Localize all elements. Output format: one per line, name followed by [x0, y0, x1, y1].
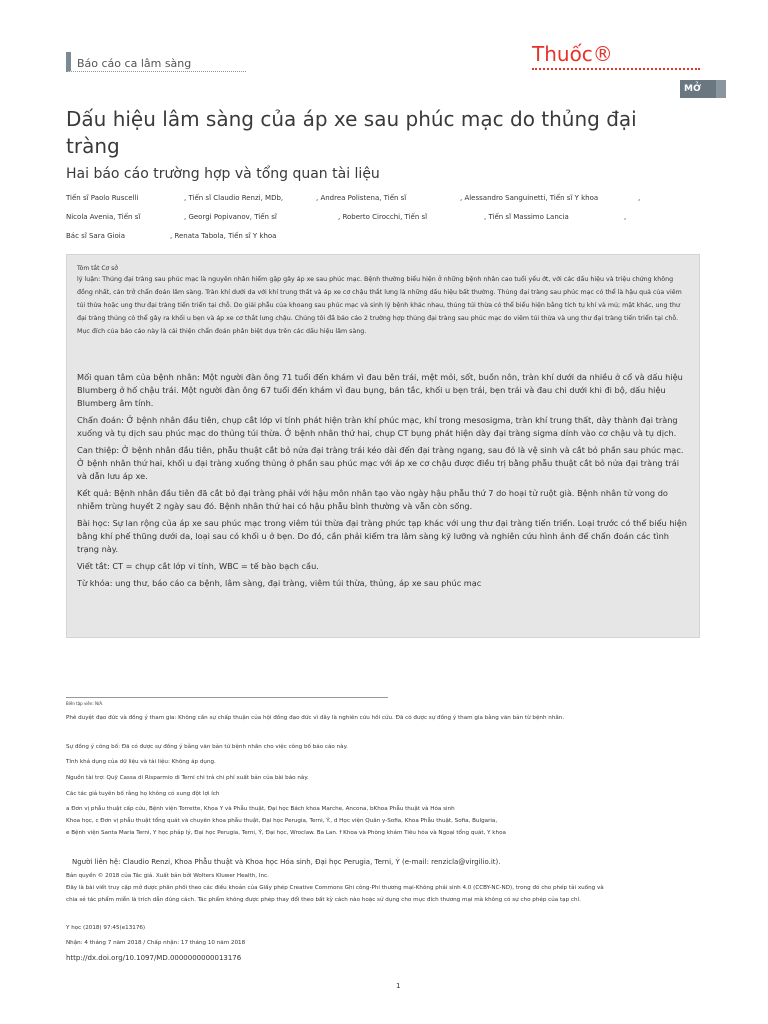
abstract-heading: Tóm tắt Cơ sở — [77, 265, 118, 272]
article-title: Dấu hiệu lâm sàng của áp xe sau phúc mạc do thủng đại tràng — [66, 107, 637, 158]
footnote-affiliation: Khoa học, c Đơn vị phẫu thuật tổng quát và chuyên khoa phẫu thuật, Đại học Perugia, Terni, Ý., d Học viện Quân y-Sofia, Khoa Phẫu thuật, Sofia, Bulgaria, — [66, 818, 498, 824]
author: Nicola Avenia, Tiến sĩ — [66, 213, 141, 221]
footnote-consent: Sự đồng ý công bố: Đã có được sự đồng ý bằng văn bản từ bệnh nhân cho việc công bố báo cáo này. — [66, 744, 348, 750]
abstract-paragraph: Can thiệp: Ở bệnh nhân đầu tiên, phẫu thuật cắt bỏ nửa đại tràng trái kéo dài đến đại tràng ngang, sau đó là vệ sinh và cắt bỏ phần sau phúc mạc. Ở bệnh nhân thứ hai, khối u đại tràng xuống thủng ở phần sau phúc mạc với áp xe cơ chậu được điều trị bằng phẫu thuật cắt bỏ nửa đại tràng trái và dẫn lưu áp xe. — [77, 445, 684, 481]
author: , Alessandro Sanguinetti, Tiến sĩ Y khoa — [460, 194, 599, 202]
doi-link[interactable]: http://dx.doi.org/10.1097/MD.0000000000013176 — [66, 954, 242, 962]
footnote-divider — [66, 697, 388, 698]
section-label: Báo cáo ca lâm sàng — [66, 52, 246, 72]
author: , Georgi Popivanov, Tiến sĩ — [184, 213, 277, 221]
logo-underline — [532, 68, 700, 70]
author-list — [66, 194, 706, 251]
footnote-data: Tính khả dụng của dữ liệu và tài liệu: Không áp dụng. — [66, 759, 216, 765]
corresponding-author: Người liên hệ: Claudio Renzi, Khoa Phẫu thuật và Khoa học Hóa sinh, Đại học Perugia, Terni, Ý (e-mail: renzicla@virgilio.it). — [72, 858, 501, 866]
footnote-dates: Nhận: 4 tháng 7 năm 2018 / Chấp nhận: 17 tháng 10 năm 2018 — [66, 940, 246, 946]
footnote-citation: Y học (2018) 97:45(e13176) — [66, 925, 146, 931]
footnote-affiliation: e Bệnh viện Santa Maria Terni, Y học pháp lý, Đại học Perugia, Terni, Ý, Đại học, Wroclaw. Ba Lan. f Khoa và Phòng khám Tiêu hóa và Ngoại tổng quát, Y khoa — [66, 830, 506, 836]
abstract-intro: lý luận: Thủng đại tràng sau phúc mạc là nguyên nhân hiếm gặp gây áp xe sau phúc mạc. Bệnh thường biểu hiện ở những bệnh nhân cao tuổi yếu ớt, với các dấu hiệu và triệu chứng không đồng nhất, cản trở chẩn đoán lâm sàng. Tràn khí dưới da với khí trung thất và áp xe cơ chậu thắt lưng là những dấu hiệu bất thường. Thủng đại tràng sau phúc mạc có thể là hậu quả của viêm túi thừa hoặc ung thư đại tràng tiến triển tại chỗ. Do giải phẫu của khoang sau phúc mạc và sinh lý bệnh khác nhau, thủng túi thừa có thể biểu hiện bằng tích tụ khí và mủ; mặt khác, ung thư đại tràng thủng có thể gây ra khối u bẹn và áp xe cơ thắt lưng chậu. Chúng tôi đã báo cáo 2 trường hợp thủng đại tràng sau phúc mạc do viêm túi thừa và ung thư đại tràng tiến triển tại chỗ. Mục đích của báo cáo này là cải thiện chẩn đoán phân biệt dựa trên các dấu hiệu lâm sàng. — [77, 276, 682, 335]
footnote-license: Đây là bài viết truy cập mở được phân phối theo các điều khoản của Giấy phép Creative Commons Ghi công-Phi thương mại-Không phái sinh 4.0 (CCBY-NC-ND), trong đó cho phép tải xuống và — [66, 885, 604, 891]
footnote-ethics: Phê duyệt đạo đức và đồng ý tham gia: Không cần sự chấp thuận của hội đồng đạo đức vì đây là nghiên cứu hồi cứu. Đã có được sự đồng ý tham gia bằng văn bản từ bệnh nhân. — [66, 715, 565, 721]
footnote-affiliation: a Đơn vị phẫu thuật cấp cứu, Bệnh viện Torrette, Khoa Y và Phẫu thuật, Đại học Bách khoa Marche, Ancona, bKhoa Phẫu thuật và Hóa sinh — [66, 806, 455, 812]
abstract-paragraph: Bài học: Sự lan rộng của áp xe sau phúc mạc trong viêm túi thừa đại tràng phức tạp khác với ung thư đại tràng tiến triển. Loại trước có thể biểu hiện bằng khí phế thũng dưới da, loại sau có khối u ở bẹn. Do đó, cần phải kiểm tra lâm sàng kỹ lưỡng và nghiên cứu hình ảnh để chẩn đoán các tình trạng này. — [77, 518, 687, 554]
author: , Roberto Cirocchi, Tiến sĩ — [338, 213, 428, 221]
author-row — [66, 194, 706, 213]
page-number: 1 — [396, 982, 401, 990]
footnote-conflict: Các tác giả tuyên bố rằng họ không có xung đột lợi ích — [66, 791, 220, 797]
author: , Tiến sĩ Claudio Renzi, MDb, — [184, 194, 284, 202]
author: , Tiến sĩ Massimo Lancia — [484, 213, 569, 221]
abstract-paragraph: Mối quan tâm của bệnh nhân: Một người đàn ông 71 tuổi đến khám vì đau bên trái, mệt mỏi, sốt, buồn nôn, tràn khí dưới da nhiều ở cổ và dấu hiệu Blumberg ở hố chậu trái. Một người đàn ông 67 tuổi đến khám vì đau bụng, bán tắc, khối u bẹn trái, bẹn trái và đau chi dưới khi đi bộ, dấu hiệu Blumberg âm tính. — [77, 372, 683, 408]
open-access-badge: MỞ — [680, 80, 724, 98]
abstract-body — [77, 371, 689, 594]
abstract-paragraph: Kết quả: Bệnh nhân đầu tiên đã cắt bỏ đại tràng phải với hậu môn nhân tạo vào ngày hậu phẫu thứ 7 do hoại tử ruột già. Bệnh nhân tử vong do nhiễm trùng huyết 2 ngày sau đó. Bệnh nhân thứ hai có hậu phẫu bình thường và vẫn còn sống. — [77, 488, 668, 511]
author: , Andrea Polistena, Tiến sĩ — [316, 194, 407, 202]
abstract-paragraph: Chẩn đoán: Ở bệnh nhân đầu tiên, chụp cắt lớp vi tính phát hiện tràn khí phúc mạc, khí trong mesosigma, tràn khí trung thất, dày thành đại tràng xuống và tụ dịch sau phúc mạc do thủng túi thừa. Ở bệnh nhân thứ hai, chụp CT bụng phát hiện dày đại tràng sigma dính vào cơ chậu và tụ dịch. — [77, 415, 678, 438]
footnote-funding: Nguồn tài trợ: Quỹ Cassa di Risparmio di Terni chi trả chi phí xuất bản của bài báo này. — [66, 775, 309, 781]
author-row — [66, 213, 706, 232]
journal-logo: Thuốc® — [532, 42, 613, 66]
footnote-editor: Biên tập viên: N/A. — [66, 701, 104, 706]
footnote-license: chia sẻ tác phẩm miễn là trích dẫn đúng cách. Tác phẩm không được phép thay đổi theo bất kỳ cách nào hoặc sử dụng cho mục đích thương mại mà không có sự cho phép của tạp chí. — [66, 897, 581, 903]
abstract-paragraph: Viết tắt: CT = chụp cắt lớp vi tính, WBC = tế bào bạch cầu. — [77, 561, 319, 571]
footnote-copyright: Bản quyền © 2018 của Tác giả. Xuất bản bởi Wolters Kluwer Health, Inc. — [66, 873, 269, 879]
author: , — [638, 194, 641, 202]
author-row — [66, 232, 706, 251]
article-subtitle: Hai báo cáo trường hợp và tổng quan tài liệu — [66, 166, 380, 182]
author: , — [624, 213, 627, 221]
abstract-box — [66, 254, 700, 638]
abstract-paragraph: Từ khóa: ung thư, báo cáo ca bệnh, lâm sàng, đại tràng, viêm túi thừa, thủng, áp xe sau phúc mạc — [77, 578, 482, 588]
author: Bác sĩ Sara Gioia — [66, 232, 125, 240]
author: , Renata Tabola, Tiến sĩ Y khoa — [170, 232, 277, 240]
author: Tiến sĩ Paolo Ruscelli — [66, 194, 139, 202]
